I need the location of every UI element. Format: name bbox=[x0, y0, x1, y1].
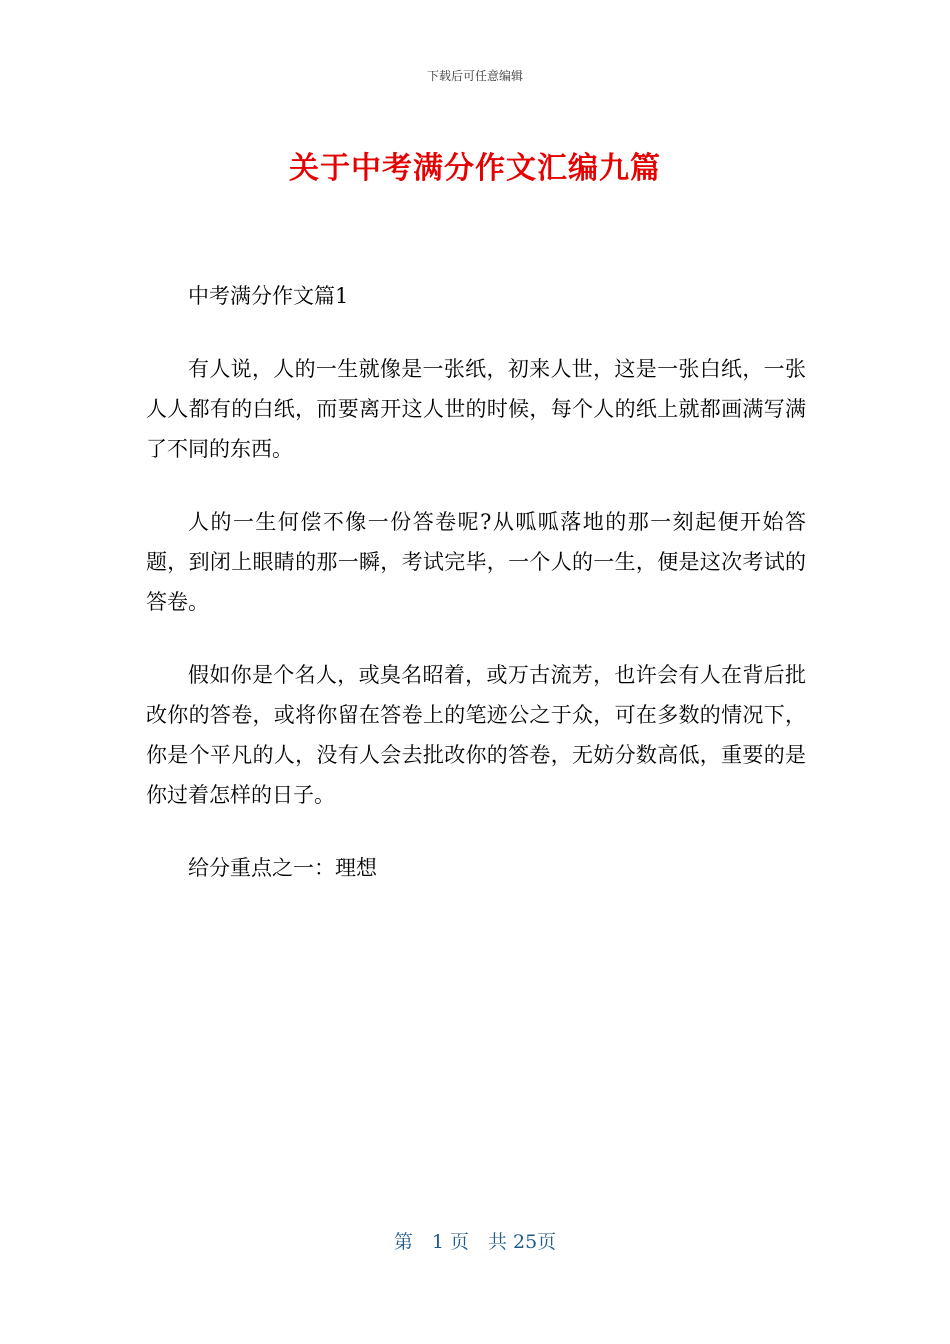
document-title: 关于中考满分作文汇编九篇 bbox=[289, 151, 661, 186]
paragraph-subheading: 给分重点之一：理想 bbox=[188, 856, 377, 880]
header-note: 下载后可任意编辑 bbox=[426, 69, 523, 83]
paragraph: 假如你是个名人，或臭名昭着，或万古流芳，也许会有人在背后批改你的答卷，或将你留在答卷上的笔迹公之于众，可在多数的情况下，你是个平凡的人，没有人会去批改你的答卷，无妨分数高低，重要的是你过着怎样的日子。 bbox=[146, 663, 806, 807]
paragraph: 有人说，人的一生就像是一张纸，初来人世，这是一张白纸，一张人人都有的白纸，而要离开这人世的时候，每个人的纸上就都画满写满了不同的东西。 bbox=[146, 357, 806, 461]
paragraph-section-heading: 中考满分作文篇1 bbox=[188, 284, 349, 308]
paragraph: 人的一生何偿不像一份答卷呢?从呱呱落地的那一刻起便开始答题，到闭上眼睛的那一瞬，考试完毕，一个人的一生，便是这次考试的答卷。 bbox=[146, 510, 806, 614]
document-body bbox=[146, 276, 806, 921]
page-number-footer: 第 1 页 共 25页 bbox=[393, 1231, 557, 1253]
